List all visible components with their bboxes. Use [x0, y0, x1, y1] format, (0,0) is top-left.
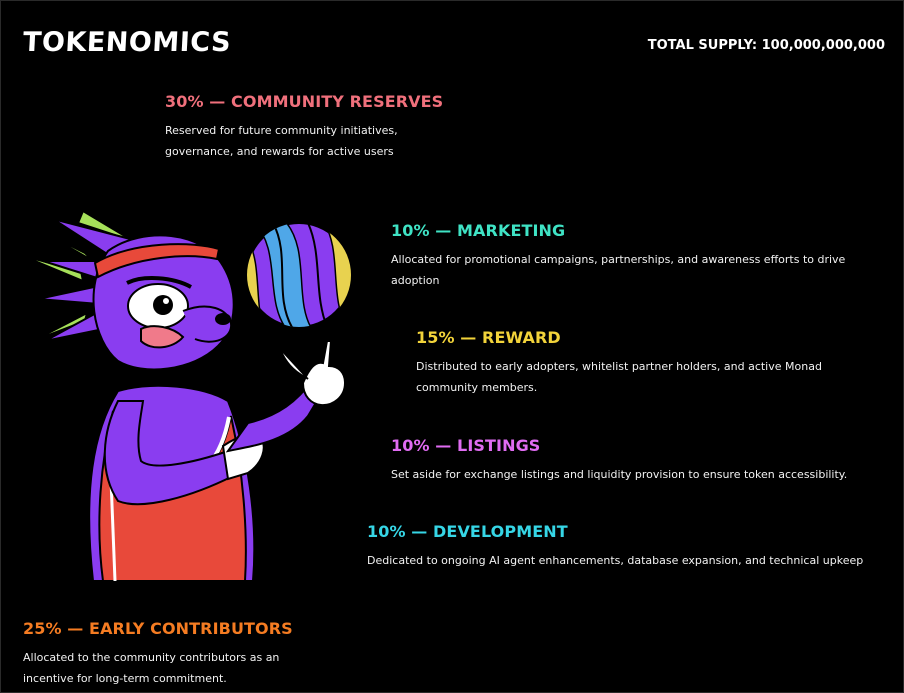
section-description: Distributed to early adopters, whitelist partner holders, and active Monad community members. [416, 360, 822, 394]
section-heading: 10% — MARKETING [391, 221, 566, 240]
section-description: Reserved for future community initiatives, governance, and rewards for active users [165, 124, 398, 158]
section-heading: 10% — DEVELOPMENT [367, 522, 568, 541]
total-supply: TOTAL SUPPLY: 100,000,000,000 [647, 38, 885, 53]
section-heading: 25% — EARLY CONTRIBUTORS [23, 619, 293, 638]
section-early-contributors [23, 619, 323, 689]
section-heading: 15% — REWARD [416, 328, 561, 347]
section-heading: 10% — LISTINGS [391, 436, 541, 455]
mascot-head [94, 235, 234, 369]
section-development [367, 522, 897, 571]
page-title: TOKENOMICS [22, 27, 232, 58]
section-description: Dedicated to ongoing AI agent enhancements, database expansion, and technical upkeep [367, 554, 864, 567]
right-arm [228, 341, 345, 451]
section-community-reserves [165, 92, 455, 162]
section-description: Set aside for exchange listings and liquidity provision to ensure token accessibility. [391, 468, 848, 481]
section-heading: 30% — COMMUNITY RESERVES [165, 92, 444, 111]
section-reward [416, 328, 876, 398]
section-marketing [391, 221, 891, 291]
section-description: Allocated for promotional campaigns, partnerships, and awareness efforts to drive adoption [391, 253, 846, 287]
basketball-icon [245, 221, 363, 331]
section-description: Allocated to the community contributors as an incentive for long-term commitment. [23, 651, 280, 685]
section-listings [391, 436, 891, 485]
mascot-illustration [23, 201, 368, 601]
